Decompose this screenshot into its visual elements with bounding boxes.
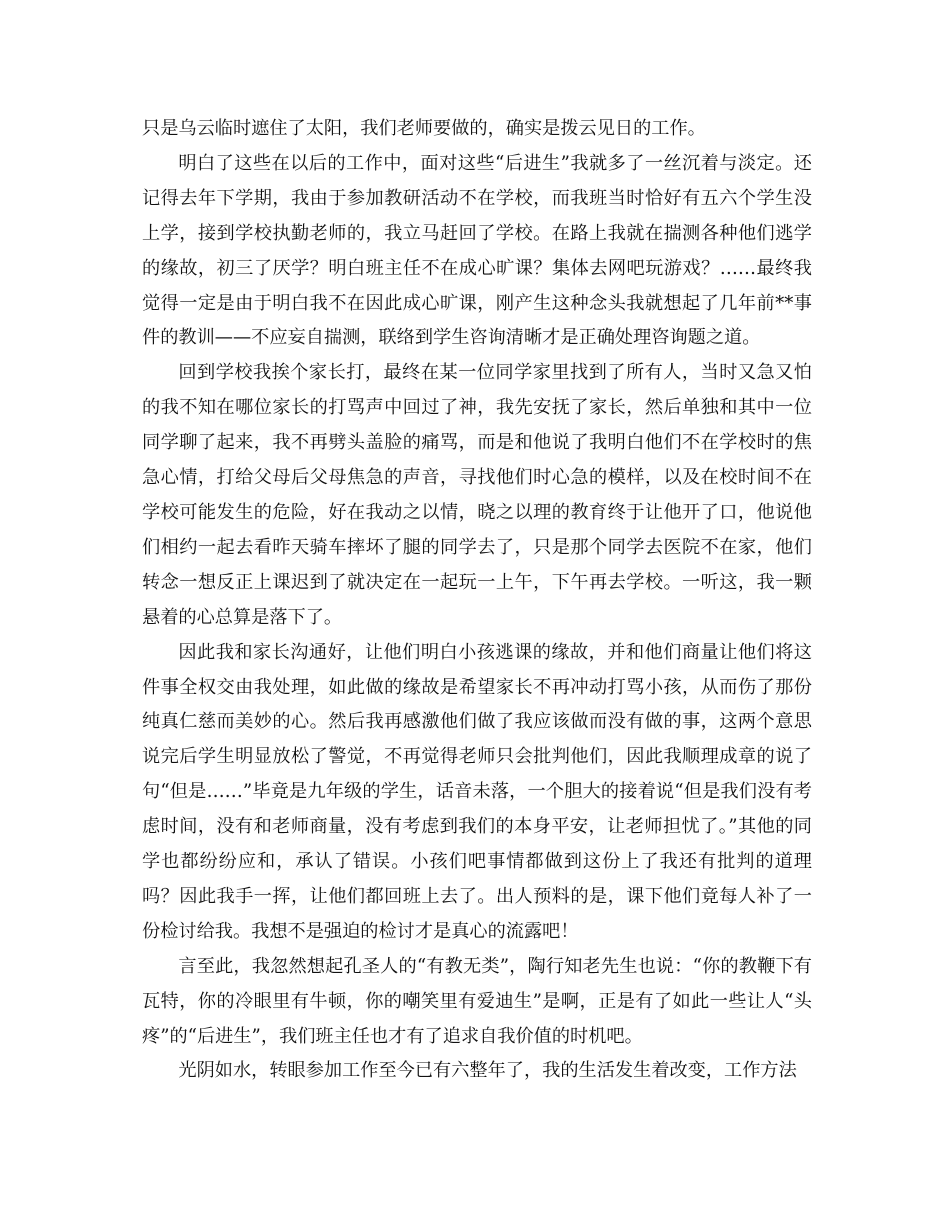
paragraph-4: 因此我和家长沟通好，让他们明白小孩逃课的缘故，并和他们商量让他们将这件事全权交由我处理，如此做的缘故是希望家长不再冲动打骂小孩，从而伤了那份纯真仁慈而美妙的心。然后我再感激他们做了我应该做而没有做的事，这两个意思说完后学生明显放松了警觉，不再觉得老师只会批判他们，因此我顺理成章的说了句“但是……”毕竟是九年级的学生，话音未落，一个胆大的接着说“但是我们没有考虑时间，没有和老师商量，没有考虑到我们的本身平安，让老师担忧了。”其他的同学也都纷纷应和，承认了错误。小孩们吧事情都做到这份上了我还有批判的道理吗？因此我手一挥，让他们都回班上去了。出人预料的是，课下他们竟每人补了一份检讨给我。我想不是强迫的检讨才是真心的流露吧！: [142, 641, 812, 942]
paragraph-3: 回到学校我挨个家长打，最终在某一位同学家里找到了所有人，当时又急又怕的我不知在哪位家长的打骂声中回过了神，我先安抚了家长，然后单独和其中一位同学聊了起来，我不再劈头盖脸的痛骂，而是和他说了我明白他们不在学校时的焦急心情，打给父母后父母焦急的声音，寻找他们时心急的模样，以及在校时间不在学校可能发生的危险，好在我动之以情，晓之以理的教育终于让他开了口，他说他们相约一起去看昨天骑车摔坏了腿的同学去了，只是那个同学去医院不在家，他们转念一想反正上课迟到了就决定在一起玩一上午，下午再去学校。一听这，我一颗悬着的心总算是落下了。: [142, 362, 812, 628]
paragraph-1: 只是乌云临时遮住了太阳，我们老师要做的，确实是拨云见日的工作。: [142, 118, 706, 139]
paragraph-5: 言至此，我忽然想起孔圣人的“有教无类”，陶行知老先生也说：“你的教鞭下有瓦特，你的冷眼里有牛顿，你的嘲笑里有爱迪生”是啊，正是有了如此一些让人“头疼”的“后进生”，我们班主任也才有了追求自我价值的时机吧。: [142, 955, 812, 1047]
paragraph-2: 明白了这些在以后的工作中，面对这些“后进生”我就多了一丝沉着与淡定。还记得去年下学期，我由于参加教研活动不在学校，而我班当时恰好有五六个学生没上学，接到学校执勤老师的，我立马赶回了学校。在路上我就在揣测各种他们逃学的缘故，初三了厌学？明白班主任不在成心旷课？集体去网吧玩游戏？……最终我觉得一定是由于明白我不在因此成心旷课，刚产生这种念头我就想起了几年前**事件的教训——不应妄自揣测，联络到学生咨询清晰才是正确处理咨询题之道。: [142, 152, 812, 349]
paragraph-6: 光阴如水，转眼参加工作至今已有六整年了，我的生活发生着改变，工作方法: [178, 1060, 797, 1082]
document-body: [142, 112, 812, 1089]
